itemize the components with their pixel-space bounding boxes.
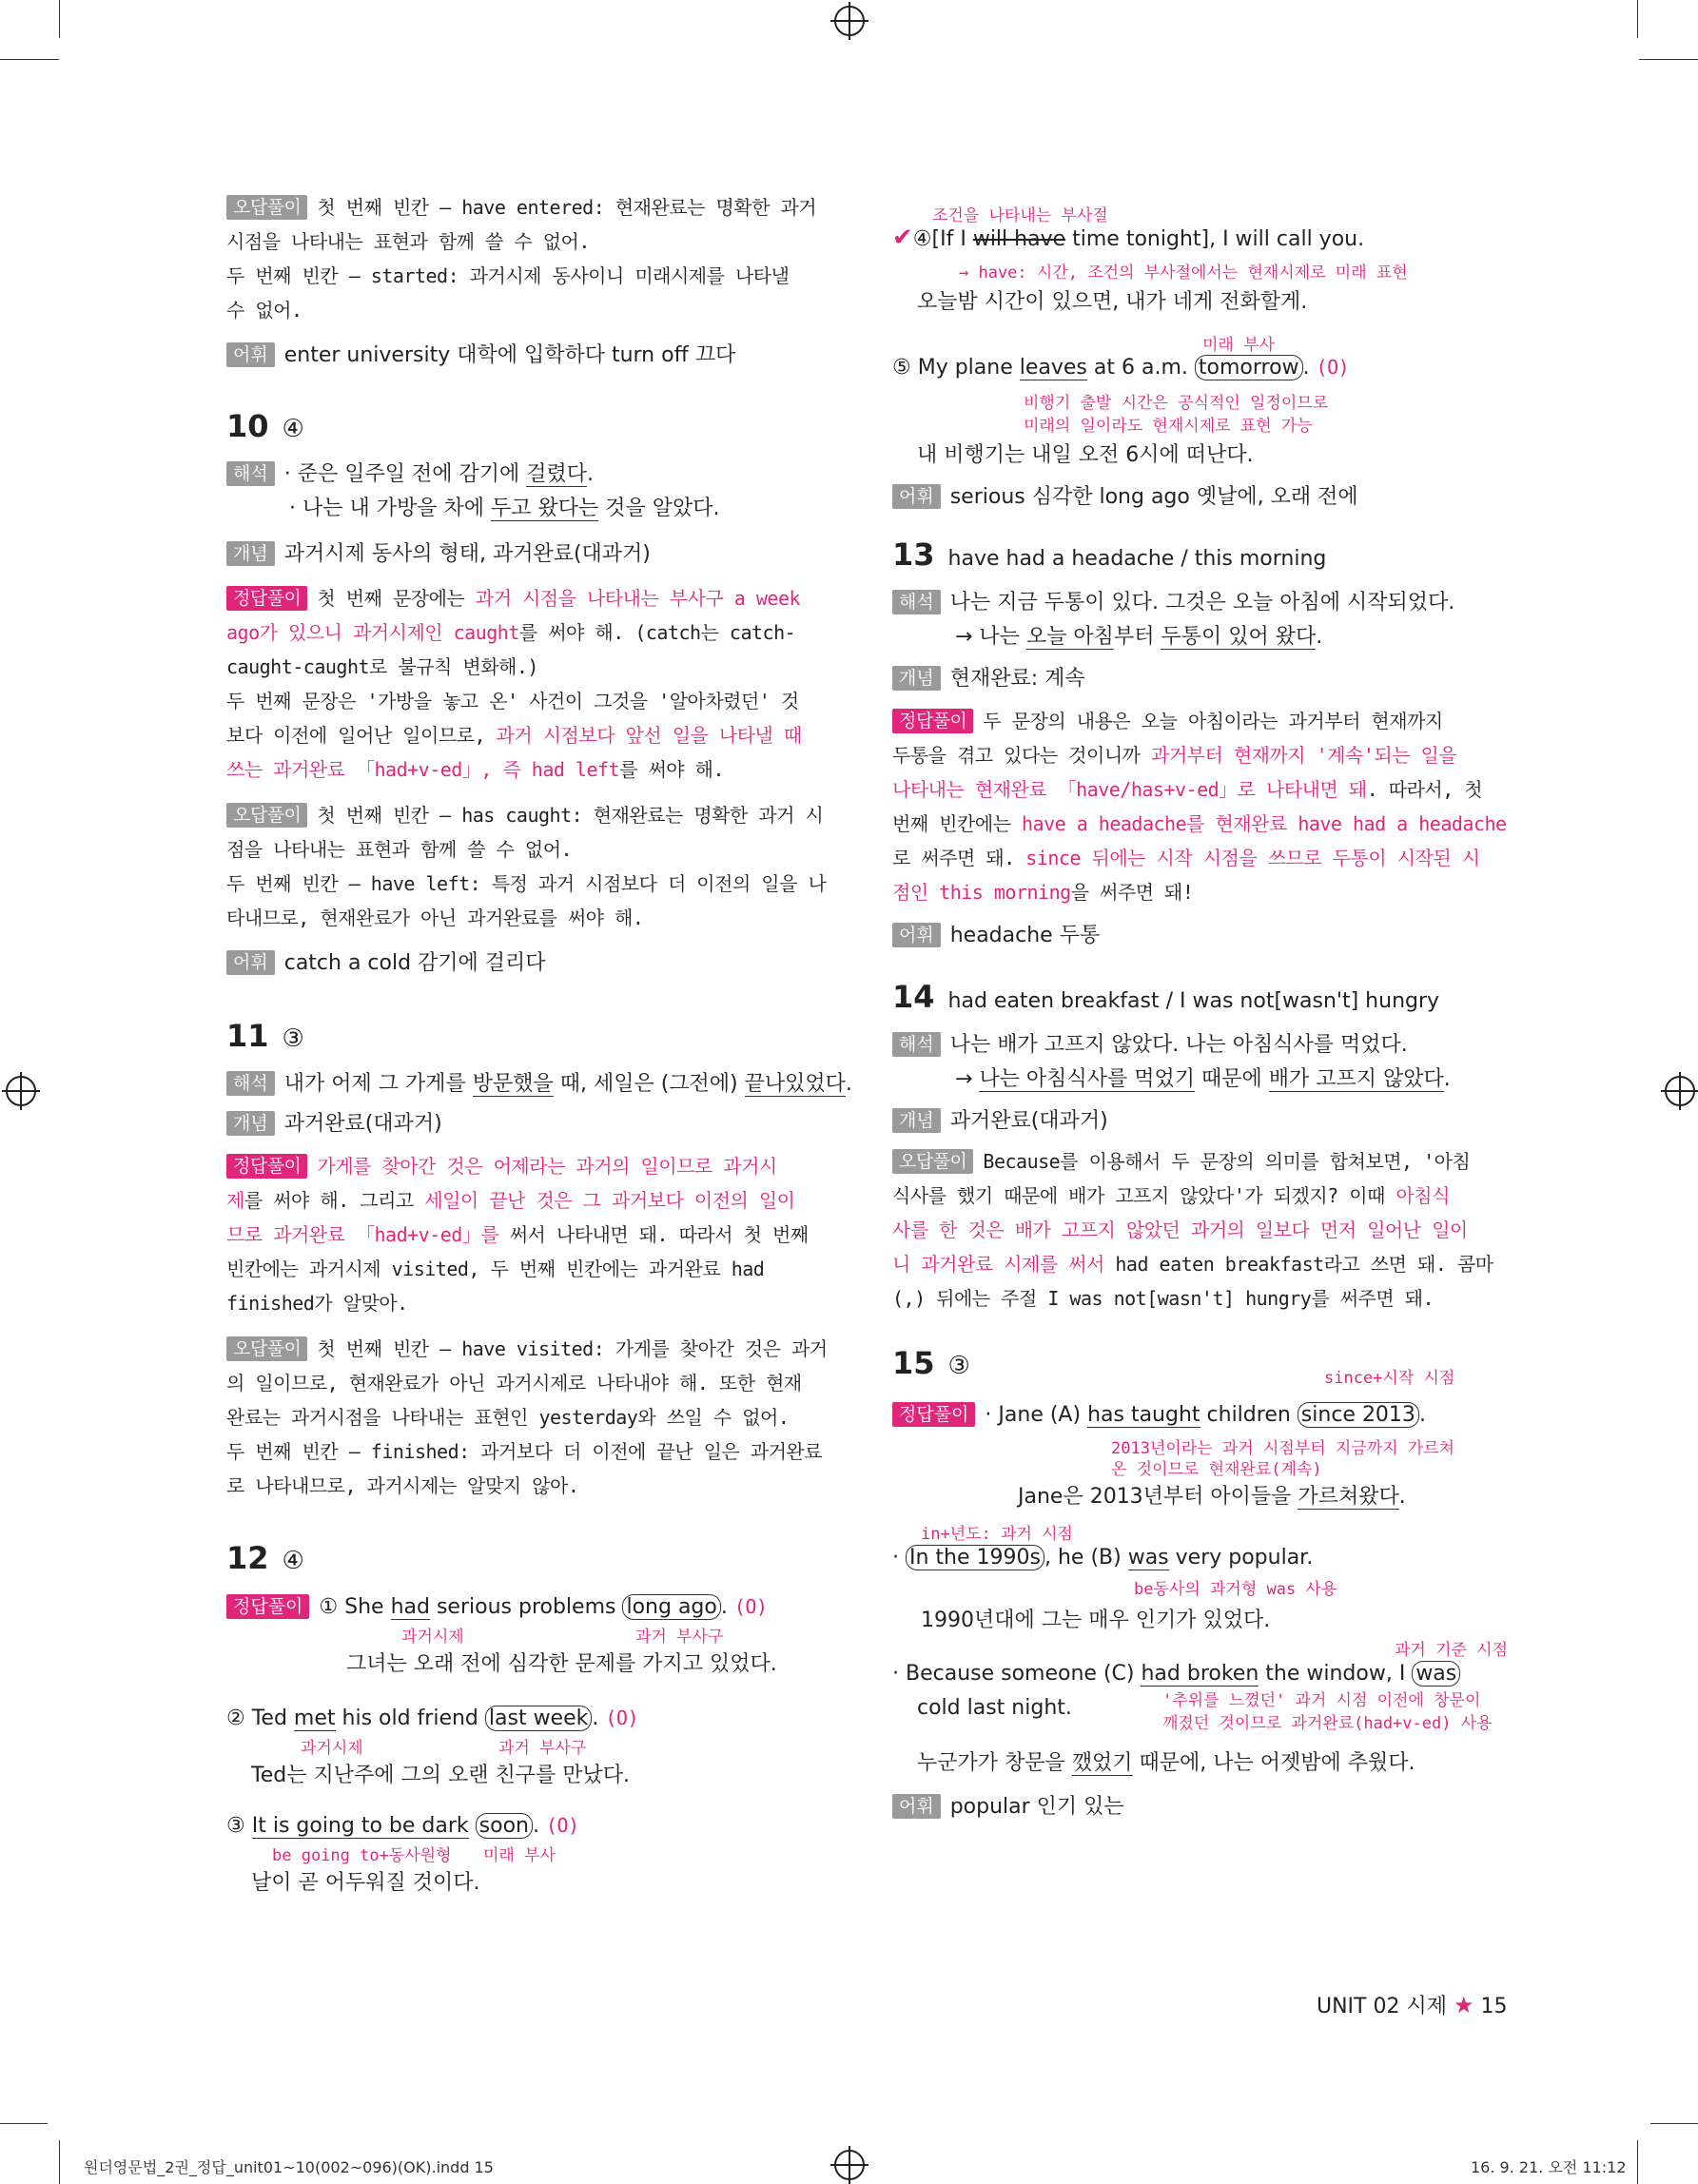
text-span: 을 써주면 돼! [1070, 881, 1194, 904]
text-span: 두 번째 빈칸 – started: 과거시제 동사이니 미래시제를 나타낼 [226, 264, 790, 287]
text-span: ① She [319, 1595, 391, 1619]
text-span: 과거완료(대과거) [949, 1109, 1108, 1133]
text-span: . 따라서, 첫 [1366, 778, 1483, 801]
text-span: was [1412, 1661, 1460, 1687]
text-span: 를 써야 해. [619, 758, 725, 781]
text-span: Because를 이용해서 두 문장의 의미를 합쳐보면, '아침 [983, 1150, 1471, 1173]
text-span: 오늘 아침 [1025, 625, 1114, 649]
annotation: 조건을 나타내는 부사절 [932, 206, 1108, 225]
annotation: be동사의 과거형 was 사용 [1134, 1580, 1337, 1599]
text-span: popular 인기 있는 [949, 1795, 1124, 1819]
text-span: his old friend [335, 1706, 485, 1730]
text-span: very popular. [1168, 1546, 1314, 1570]
text-span: 오답풀이 [226, 1336, 307, 1361]
text-span: catch a cold 감기에 걸리다 [283, 951, 546, 975]
text-span: 개념 [892, 1108, 941, 1133]
crop-mark [59, 2140, 60, 2184]
text-span: 두 번째 빈칸 – finished: 과거보다 더 이전에 끝난 일은 과거완료 [226, 1440, 823, 1463]
text-span: [If I [931, 227, 973, 251]
text-span: had [390, 1595, 430, 1619]
text-span: 써서 나타내면 돼. 따라서 첫 번째 [498, 1223, 809, 1246]
text-span: finished가 알맞아. [226, 1292, 408, 1315]
text-span: 과거부터 현재까지 '계속'되는 일을 [1151, 744, 1457, 767]
left-column [226, 190, 852, 1901]
check-mark-icon: ✔ [892, 224, 913, 252]
vocab-row [226, 339, 835, 373]
text-span: leaves [1019, 356, 1087, 380]
crop-mark [0, 2123, 48, 2124]
text-span: 두통이 있어 왔다 [1161, 625, 1317, 649]
text-span: 타내므로, 현재완료가 아닌 과거완료를 써야 해. [226, 907, 644, 929]
text-span: . [1418, 1403, 1426, 1427]
crop-mark [1637, 2140, 1638, 2184]
text-span: 점을 나타내는 표현과 함께 쓸 수 없어. [226, 838, 573, 861]
registration-mark-icon [834, 6, 865, 36]
text-span: ago가 있으니 과거시제인 caught [226, 621, 519, 644]
text-span: was [1127, 1546, 1169, 1570]
wrong-answer-explanation [226, 798, 835, 935]
text-span: 15 [892, 1345, 935, 1381]
text-span: 쓰는 과거완료 「had+v-ed」, 즉 had left [226, 758, 620, 781]
text-span: 가르쳐왔다 [1298, 1485, 1399, 1509]
text-span: met [293, 1706, 336, 1730]
wrong-answer-explanation [226, 1332, 835, 1503]
text-span: time tonight], I will call you. [1065, 227, 1365, 251]
text-span: 것을 알았다. [598, 497, 720, 520]
text-span: 번째 빈칸에는 [892, 812, 1023, 835]
text-span: 어휘 [892, 923, 941, 947]
annotation: 과거시제 [301, 1739, 363, 1758]
text-span: 세일이 끝난 것은 그 과거보다 이전의 일이 [424, 1189, 795, 1212]
text-span [469, 1814, 476, 1838]
annotation: 미래 부사 [1202, 336, 1275, 355]
text-span: 어휘 [892, 1794, 941, 1819]
text-span: · Because someone (C) [892, 1662, 1142, 1686]
text-span: 해석 [892, 1032, 941, 1057]
text-span: 가게를 찾아간 것은 어제라는 과거의 일이므로 과거시 [317, 1155, 777, 1178]
text-span: 13 [892, 536, 935, 573]
text-span: ④ [912, 227, 932, 251]
text-span: ⑤ My plane [892, 356, 1020, 380]
text-span: 두 문장의 내용은 오늘 아침이라는 과거부터 현재까지 [983, 710, 1443, 732]
text-span: 정답풀이 [226, 1154, 307, 1179]
text-span: children [1200, 1403, 1298, 1427]
text-span: 내 비행기는 내일 오전 6시에 떠난다. [917, 443, 1254, 467]
text-span: In the 1990s [906, 1545, 1044, 1570]
text-span: 부터 [1113, 625, 1161, 649]
text-span: 정답풀이 [226, 586, 307, 611]
annotation: be going to+동사원형 [272, 1846, 452, 1865]
annotation: 과거 부사구 [635, 1628, 724, 1647]
text-span: 때문에, 나는 어젯밤에 추웠다. [1132, 1751, 1415, 1775]
text-span: since 2013 [1298, 1402, 1419, 1428]
text-span: 과거완료(대과거) [283, 1112, 442, 1136]
text-span: , he (B) [1044, 1546, 1128, 1570]
annotation: 과거시제 [401, 1628, 464, 1647]
text-span: soon [476, 1813, 533, 1839]
text-span: 과거 시점을 나타내는 부사구 a week [475, 587, 801, 610]
annotation: 과거 기준 시점 [1395, 1641, 1509, 1660]
text-span: 어휘 [892, 484, 941, 509]
text-span: 첫 번째 빈칸 – have visited: 가게를 찾아간 것은 과거 [317, 1337, 828, 1360]
text-span: since 뒤에는 시작 시점을 쓰므로 두통이 시작된 시 [1025, 847, 1480, 869]
text-span: had eaten breakfast / I was not[wasn't] hungry [947, 989, 1440, 1013]
text-span: 로 써주면 돼. [892, 847, 1026, 869]
text-span: 로 나타내므로, 과거시제는 알맞지 않아. [226, 1474, 579, 1497]
text-span: 므로 과거완료 「had+v-ed」를 [226, 1223, 499, 1246]
text-span: 배가 고프지 않았다 [1268, 1067, 1444, 1091]
annotation: 깨졌던 것이므로 과거완료(had+v-ed) 사용 [1162, 1714, 1493, 1733]
text-span: 오답풀이 [892, 1149, 973, 1174]
question-12 [226, 1539, 835, 1901]
text-span: . [720, 1595, 728, 1619]
text-span: 시점을 나타내는 표현과 함께 쓸 수 없어. [226, 230, 590, 253]
text-span: have had a headache / this morning [947, 547, 1327, 571]
crop-mark [1637, 0, 1638, 38]
text-span: will have [972, 227, 1066, 251]
text-span: · 나는 내 가방을 차에 [289, 497, 491, 520]
question-14 [892, 978, 1501, 1316]
right-column [892, 190, 1509, 1824]
text-span: 14 [892, 979, 935, 1015]
text-span: 누군가가 창문을 [917, 1751, 1072, 1775]
text-span: ③ [226, 1814, 252, 1838]
page-footer [1317, 1990, 1508, 2019]
text-span: 걸렸다 [526, 462, 587, 486]
text-span: 오답풀이 [226, 803, 307, 828]
text-span: 사를 한 것은 배가 고프지 않았던 과거의 일보다 먼저 일어난 일이 [892, 1219, 1468, 1241]
text-span: 수 없어. [226, 299, 303, 322]
correct-answer-explanation [226, 1149, 835, 1320]
text-span: 1990년대에 그는 매우 인기가 있었다. [921, 1609, 1271, 1632]
text-span: had broken [1141, 1662, 1259, 1686]
text-span: · [892, 1546, 906, 1570]
text-span: 두 번째 문장은 '가방을 놓고 온' 사건이 그것을 '알아차렸던' 것 [226, 690, 799, 712]
text-span: 아침식 [1395, 1184, 1450, 1207]
text-span: 정답풀이 [892, 709, 973, 733]
file-slug: 원더영문법_2권_정답_unit01~10(002~096)(OK).indd 15 [84, 2158, 494, 2176]
annotation: → have: 시간, 조건의 부사절에서는 현재시제로 미래 표현 [959, 263, 1408, 283]
text-span: 현재완료: 계속 [949, 667, 1085, 691]
text-span: 개념 [226, 541, 275, 566]
sentence-4 [892, 221, 1501, 257]
text-span: 보다 이전에 일어난 일이므로, [226, 724, 497, 747]
text-span: It is going to be dark [251, 1814, 469, 1838]
annotation: since+시작 시점 [1324, 1369, 1455, 1388]
question-11 [226, 1017, 852, 1503]
text-span: . [592, 1706, 599, 1730]
registration-mark-icon [1665, 1076, 1695, 1106]
text-span: headache 두통 [949, 924, 1101, 947]
annotation: 미래 부사 [483, 1846, 556, 1865]
text-span: 를 써야 해. (catch는 catch- [518, 621, 796, 644]
wrong-answer-explanation [226, 190, 835, 327]
unit-label: UNIT 02 시제 [1317, 1995, 1447, 2018]
sentence-5 [892, 350, 1501, 385]
text-span: · Jane (A) [985, 1403, 1088, 1427]
text-span: 나는 아침식사를 먹었기 [979, 1067, 1195, 1091]
text-span: 날이 곧 어두워질 것이다. [251, 1871, 480, 1895]
question-15 [892, 1344, 1509, 1824]
text-span: 정답풀이 [892, 1402, 975, 1427]
text-span: → [955, 1067, 980, 1091]
annotation: 온 것이므로 현재완료(계속) [1111, 1460, 1322, 1479]
text-span: 제 [226, 1189, 244, 1212]
text-span: 를 써야 해. 그리고 [244, 1189, 425, 1212]
text-span: 개념 [226, 1111, 275, 1136]
text-span: (O) [1316, 356, 1350, 379]
text-span: ③ [947, 1352, 970, 1380]
text-span: 해석 [892, 590, 941, 614]
text-span: ③ [282, 1024, 304, 1053]
text-span: 어휘 [226, 950, 275, 975]
crop-mark [0, 59, 59, 60]
text-span: . [532, 1814, 539, 1838]
text-span: . [1443, 1067, 1451, 1091]
text-span: 빈칸에는 과거시제 visited, 두 번째 빈칸에는 과거완료 had [226, 1258, 765, 1280]
text-span: 개념 [892, 666, 941, 691]
text-span: 때, 세일은 (그전에) [553, 1072, 745, 1096]
text-span: enter university 대학에 입학하다 turn off 끄다 [283, 343, 736, 367]
text-span: . [1398, 1485, 1406, 1509]
annotation: 비행기 출발 시간은 공식적인 일정이므로 [1024, 394, 1329, 413]
annotation: in+년도: 과거 시점 [921, 1525, 1073, 1544]
text-span: . [1302, 356, 1310, 380]
text-span: 그녀는 오래 전에 심각한 문제를 가지고 있었다. [346, 1652, 777, 1676]
text-span: 10 [226, 408, 269, 444]
text-span: Jane은 2013년부터 아이들을 [1018, 1485, 1298, 1509]
text-span: long ago [622, 1594, 720, 1620]
text-span: (O) [605, 1706, 638, 1729]
print-date: 16. 9. 21. 오전 11:12 [1471, 2158, 1627, 2176]
text-span: Ted는 지난주에 그의 오랜 친구를 만났다. [251, 1764, 630, 1787]
question-13 [892, 536, 1507, 953]
text-span: 내가 어제 그 가게를 [283, 1072, 473, 1096]
text-span: at 6 a.m. [1086, 356, 1195, 380]
star-icon: ★ [1453, 1992, 1474, 2018]
text-span: 12 [226, 1540, 269, 1576]
text-span: 두 번째 빈칸 – have left: 특정 과거 시점보다 더 이전의 일을 나 [226, 872, 827, 895]
text-span: → 나는 [955, 625, 1026, 649]
text-span: 깼었기 [1071, 1751, 1133, 1775]
text-span: 과거 시점보다 앞선 일을 나타낼 때 [496, 724, 802, 747]
text-span: . [586, 462, 594, 486]
text-span: 방문했을 [472, 1072, 554, 1096]
text-span: 정답풀이 [226, 1594, 309, 1619]
text-span: · 준은 일주일 전에 감기에 [283, 462, 527, 486]
page-number: 15 [1480, 1995, 1508, 2018]
text-span: 끝나있었다 [744, 1072, 846, 1096]
text-span: 두통을 겪고 있다는 것이니까 [892, 744, 1152, 767]
text-span: 니 과거완료 시제를 써서 [892, 1253, 1104, 1276]
text-span: . [1316, 625, 1323, 649]
text-span: 의 일이므로, 현재완료가 아닌 과거시제로 나타내야 해. 또한 현재 [226, 1372, 802, 1394]
question-10 [226, 407, 835, 981]
text-span: (,) 뒤에는 주절 I was not[wasn't] hungry를 써주면 돼. [892, 1287, 1435, 1310]
text-span: 두고 왔다는 [490, 497, 599, 520]
registration-mark-icon [834, 2150, 865, 2180]
text-span: ④ [282, 1547, 304, 1575]
text-span: ② Ted [226, 1706, 294, 1730]
registration-mark-icon [6, 1076, 36, 1106]
text-span: 해석 [226, 1071, 275, 1096]
crop-mark [1639, 59, 1698, 60]
text-span: has taught [1087, 1403, 1200, 1427]
text-span: 첫 번째 빈칸 – have entered: 현재완료는 명확한 과거 [317, 196, 817, 219]
text-span: 나타내는 현재완료 「have/has+v-ed」로 나타내면 돼 [892, 778, 1367, 801]
text-span: 첫 번째 문장에는 [317, 587, 476, 610]
text-span: 해석 [226, 461, 275, 486]
text-span: 오늘밤 시간이 있으면, 내가 네게 전화할게. [917, 290, 1308, 314]
text-span: (O) [733, 1595, 768, 1618]
text-span: 식사를 했기 때문에 배가 고프지 않았다'가 되겠지? 이때 [892, 1184, 1396, 1207]
crop-mark [59, 0, 60, 38]
text-span: 어휘 [226, 342, 275, 367]
annotation: 2013년이라는 과거 시점부터 지금까지 가르쳐 [1111, 1439, 1455, 1458]
text-span: 첫 번째 빈칸 – has caught: 현재완료는 명확한 과거 시 [317, 804, 824, 827]
text-span: have a headache를 현재완료 have had a headache [1022, 812, 1507, 835]
annotation: 미래의 일이라도 현재시제로 표현 가능 [1024, 417, 1313, 436]
text-span: (O) [545, 1814, 579, 1837]
text-span: cold last night. [917, 1696, 1072, 1720]
text-span: . [845, 1072, 852, 1096]
text-span: 점인 this morning [892, 881, 1071, 904]
text-span: 11 [226, 1018, 269, 1054]
text-span: the window, I [1259, 1662, 1413, 1686]
crop-mark [1650, 2123, 1698, 2124]
text-span: last week [485, 1706, 592, 1731]
text-span: serious 심각한 long ago 옛날에, 오래 전에 [949, 485, 1358, 509]
text-span: ④ [282, 415, 304, 443]
text-span: 나는 배가 고프지 않았다. 나는 아침식사를 먹었다. [949, 1033, 1408, 1057]
text-span: 때문에 [1194, 1067, 1269, 1091]
text-span: serious problems [429, 1595, 623, 1619]
annotation: 과거 부사구 [498, 1739, 587, 1758]
annotation: '추위를 느꼈던' 과거 시점 이전에 창문이 [1162, 1691, 1481, 1710]
text-span: caught-caught로 불규칙 변화해.) [226, 655, 538, 678]
text-span: tomorrow [1195, 355, 1303, 380]
correct-answer-explanation [226, 581, 835, 787]
correct-answer-explanation [892, 704, 1507, 909]
text-span: 나는 지금 두통이 있다. 그것은 오늘 아침에 시작되었다. [949, 591, 1455, 614]
wrong-answer-explanation [892, 1144, 1501, 1316]
text-span: had eaten breakfast라고 쓰면 돼. 콤마 [1103, 1253, 1493, 1276]
text-span: 과거시제 동사의 형태, 과거완료(대과거) [283, 542, 651, 566]
tag-label: 오답풀이 [226, 195, 307, 220]
text-span: 완료는 과거시점을 나타내는 표현인 yesterday와 쓰일 수 없어. [226, 1406, 790, 1429]
